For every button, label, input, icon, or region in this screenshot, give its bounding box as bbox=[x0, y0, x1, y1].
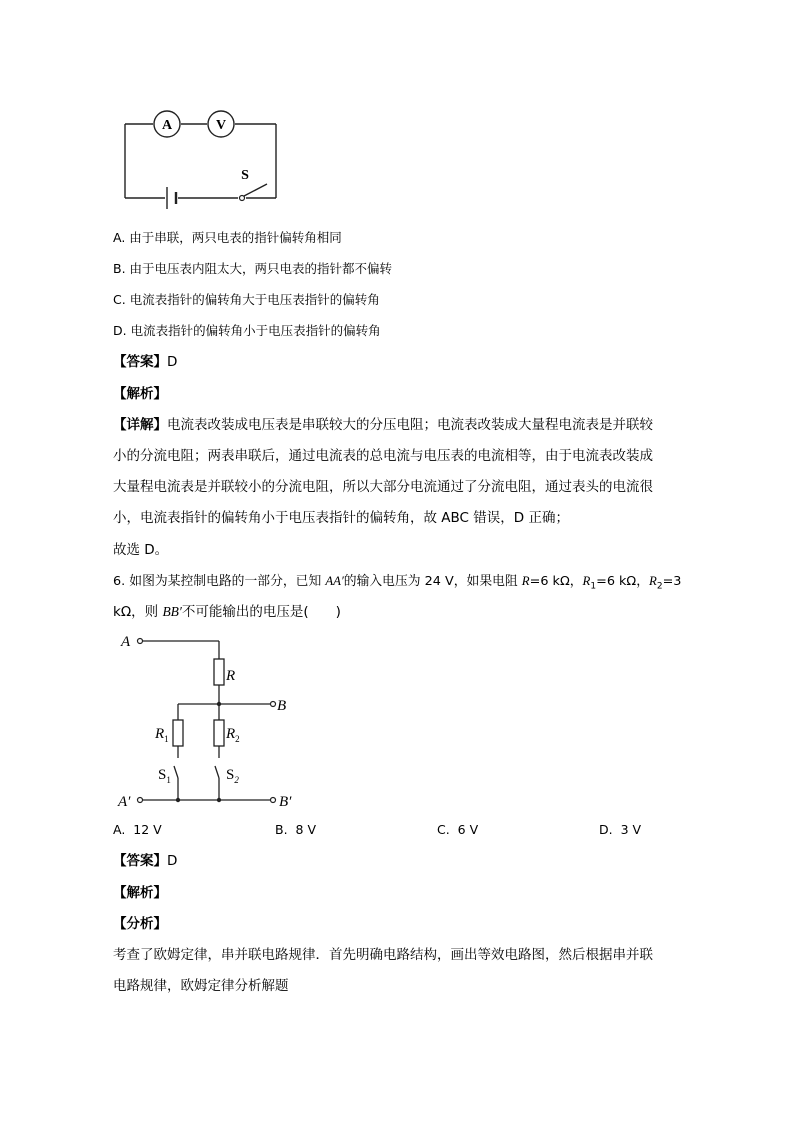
q5-option-b bbox=[113, 260, 392, 278]
q6-option-c bbox=[437, 821, 478, 839]
terminal-a-label: A bbox=[121, 634, 131, 650]
q5-conclusion: 故选 D。 bbox=[113, 542, 169, 558]
option-label: A. bbox=[113, 230, 126, 245]
resistor-r2-label: $R_2$ bbox=[226, 726, 240, 744]
answer-tag: 【答案】 bbox=[113, 354, 167, 370]
option-text: 电流表指针的偏转角小于电压表指针的偏转角 bbox=[130, 323, 381, 338]
q5-detail-line-3: 大量程电流表是并联较小的分流电阻，所以大部分电流通过了分流电阻，通过表头的电流很 bbox=[113, 479, 653, 495]
option-label: B. bbox=[113, 261, 126, 276]
q6-option-d bbox=[599, 821, 641, 839]
q5-analysis-tag: 【解析】 bbox=[113, 386, 167, 402]
option-text: 3 V bbox=[620, 822, 642, 837]
q5-detail-line-2: 小的分流电阻；两表串联后，通过电流表的总电流与电压表的电流相等，由于电流表改装成 bbox=[113, 448, 653, 464]
option-label: C. bbox=[113, 292, 126, 307]
q6-fenxi-line-1: 考查了欧姆定律，串并联电路规律．首先明确电路结构，画出等效电路图，然后根据串并联 bbox=[113, 947, 653, 963]
q6-fenxi-line-2: 电路规律，欧姆定律分析解题 bbox=[113, 978, 289, 994]
terminal-b-label: B bbox=[277, 698, 287, 714]
answer-value: D bbox=[167, 354, 178, 370]
option-label: D. bbox=[599, 822, 613, 837]
terminal-a-prime-label: A′ bbox=[118, 794, 131, 810]
q5-option-a bbox=[113, 229, 342, 247]
terminal-b-prime-label: B′ bbox=[279, 794, 292, 810]
voltmeter-label: V bbox=[215, 118, 227, 133]
q6-fenxi-tag: 【分析】 bbox=[113, 916, 167, 932]
ammeter-voltmeter-circuit-figure bbox=[118, 105, 288, 210]
option-text: 由于电压表内阻太大，两只电表的指针都不偏转 bbox=[129, 261, 393, 276]
q5-option-c bbox=[113, 291, 380, 309]
switch-s2-blade bbox=[215, 766, 219, 778]
option-label: A. bbox=[113, 822, 126, 837]
control-circuit-figure bbox=[112, 628, 302, 813]
resistor-r-label: R bbox=[226, 668, 236, 684]
option-text: 8 V bbox=[295, 822, 316, 837]
switch-s2-label: $S_2$ bbox=[226, 767, 239, 785]
switch-blade bbox=[244, 184, 267, 196]
switch-label: S bbox=[241, 168, 249, 183]
resistor-r1-label: $R_1$ bbox=[155, 726, 169, 744]
q6-option-a bbox=[113, 821, 162, 839]
q6-stem-line-2: kΩ，则 BB′不可能输出的电压是( ) bbox=[113, 604, 341, 620]
q6-answer bbox=[113, 851, 177, 871]
question-number: 6. bbox=[113, 574, 126, 589]
option-text: 由于串联，两只电表的指针偏转角相同 bbox=[129, 230, 342, 245]
option-label: D. bbox=[113, 323, 127, 338]
option-text: 12 V bbox=[133, 822, 162, 837]
detail-text: 电流表改装成电压表是串联较大的分压电阻；电流表改装成大量程电流表是并联较 bbox=[167, 417, 653, 433]
ammeter-label: A bbox=[161, 118, 173, 133]
q5-option-d bbox=[113, 322, 381, 340]
switch-s1-label: $S_1$ bbox=[158, 767, 171, 785]
option-label: C. bbox=[437, 822, 450, 837]
q5-answer bbox=[113, 352, 177, 372]
answer-tag: 【答案】 bbox=[113, 853, 167, 869]
answer-value: D bbox=[167, 853, 178, 869]
q5-detail-line-4: 小，电流表指针的偏转角小于电压表指针的偏转角，故 ABC 错误，D 正确； bbox=[113, 510, 569, 526]
option-text: 6 V bbox=[457, 822, 479, 837]
q6-stem-line-1: 6. 如图为某控制电路的一部分，已知 AA′的输入电压为 24 V，如果电阻 R=6 kΩ，$R_1=6$ kΩ，$R_2=3$ bbox=[113, 574, 682, 592]
option-text: 电流表指针的偏转角大于电压表指针的偏转角 bbox=[129, 292, 380, 307]
q6-analysis-tag: 【解析】 bbox=[113, 885, 167, 901]
switch-s1-blade bbox=[174, 766, 178, 778]
q6-option-b bbox=[275, 821, 316, 839]
detail-tag: 【详解】 bbox=[113, 417, 167, 433]
option-label: B. bbox=[275, 822, 288, 837]
q5-detail-line-1 bbox=[113, 415, 653, 435]
